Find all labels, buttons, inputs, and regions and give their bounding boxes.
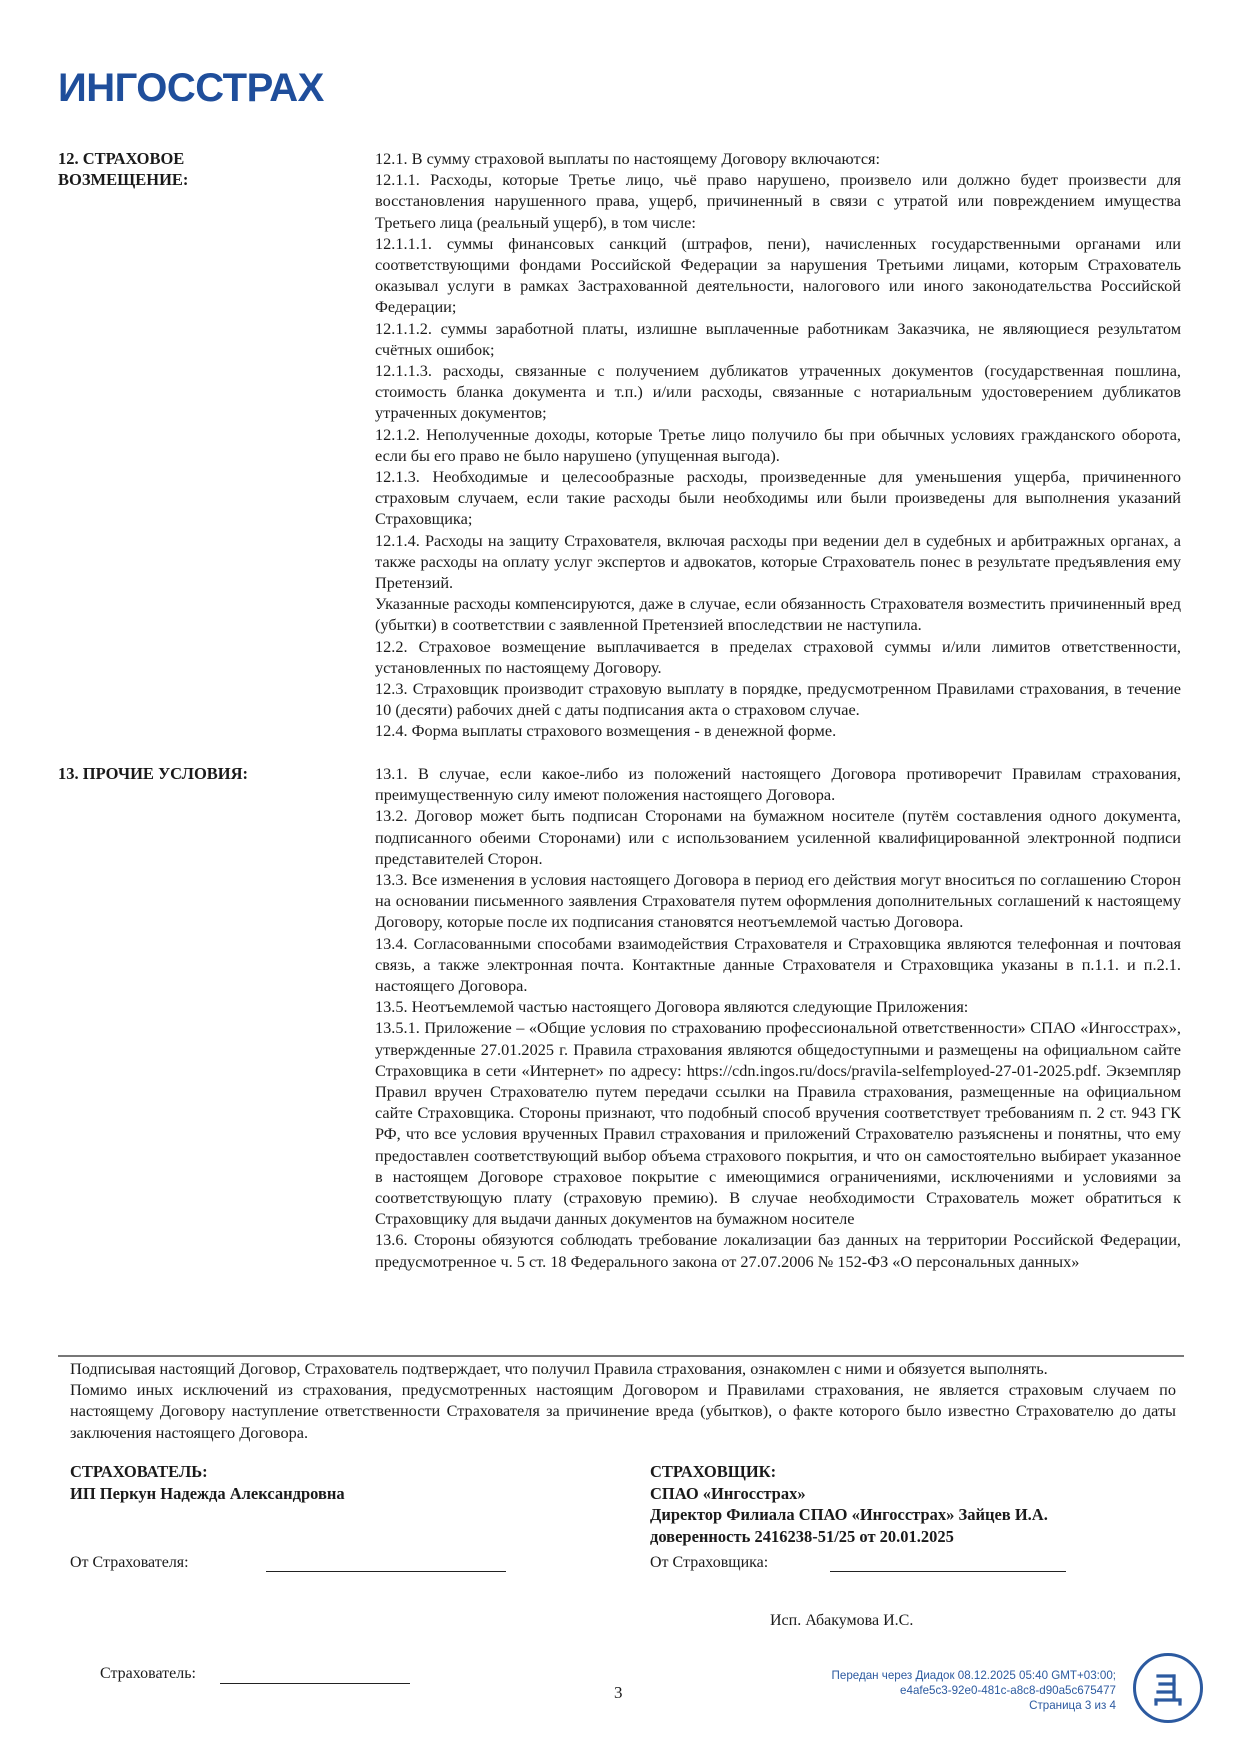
insurer-party-block	[650, 1461, 1210, 1547]
clause: 12.2. Страховое возмещение выплачивается в пределах страховой суммы и/или лимитов ответственности, установленных по настоящему Договору.	[375, 636, 1181, 677]
clause: 12.3. Страховщик производит страховую выплату в порядке, предусмотренном Правилами страхования, в течение 10 (десяти) рабочих дней с даты подписания акта о страховом случае.	[375, 679, 1181, 720]
edo-stamp-id: e4afe5c3-92e0-481c-a8c8-d90a5c675477	[900, 1684, 1116, 1697]
insurer-name: СПАО «Ингосстрах»	[650, 1483, 806, 1503]
notice-paragraph: Подписывая настоящий Договор, Страхователь подтверждает, что получил Правила страхования, ознакомлен с ними и обязуется выполнять.	[70, 1359, 1048, 1378]
insured-name: ИП Перкун Надежда Александровна	[70, 1483, 345, 1503]
insured-party-block	[70, 1461, 590, 1504]
edo-stamp-page: Страница 3 из 4	[1029, 1699, 1116, 1712]
section-title	[58, 763, 308, 784]
insured-sign-label: От Страхователя:	[70, 1554, 189, 1571]
clause: 13.4. Согласованными способами взаимодействия Страхователя и Страховщика являются телефонная и почтовая связь, а также электронная почта. Контактные данные Страхователя и Страховщика указаны в п.1.1. и п.2.1. настоящего Договора.	[375, 933, 1181, 996]
clause: 13.1. В случае, если какое-либо из положений настоящего Договора противоречит Правилам страхования, преимущественную силу имеют положения настоящего Договора.	[375, 764, 1181, 805]
section-title-line: 12. СТРАХОВОЕ	[58, 149, 185, 168]
clause: 12.1.1.1. суммы финансовых санкций (штрафов, пени), начисленных государственными органами или соответствующими фондами Российской Федерации за нарушения Третьими лицами, которым Страхователь оказывал услуги в рамках Застрахованной деятельности, налогового или иного законодательства Российской Федерации;	[375, 233, 1181, 317]
clause: 12.1.3. Необходимые и целесообразные расходы, произведенные для уменьшения ущерба, причиненного страховым случаем, если такие расходы были необходимы или были произведены для выполнения указаний Страховщика;	[375, 467, 1181, 529]
clause: 13.3. Все изменения в условия настоящего Договора в период его действия могут вноситься по соглашению Сторон на основании письменного заявления Страхователя путем оформления дополнительных соглашений к настоящему Договору, которые после их подписания становятся неотъемлемой частью Договора.	[375, 870, 1181, 932]
clause: 13.2. Договор может быть подписан Сторонами на бумажном носителе (путём составления одного документа, подписанного обеими Сторонами) или с использованием усиленной квалифицированной электронной подписи представителей Сторон.	[375, 806, 1181, 868]
insurer-authority: доверенность 2416238-51/25 от 20.01.2025	[650, 1526, 954, 1546]
clause: Указанные расходы компенсируются, даже в случае, если обязанность Страхователя возместить причиненный вред (убытки) в соответствии с заявленной Претензией впоследствии не наступила.	[375, 594, 1181, 635]
clause: 13.5.1. Приложение – «Общие условия по страхованию профессиональной ответственности» СПАО «Ингосстрах», утвержденные 27.01.2025 г. Правила страхования являются общедоступными и размещены на официальном сайте Страховщика в сети «Интернет» по адресу: https://cdn.ingos.ru/docs/pravila-selfemployed-27-01-2025.pdf. Экземпляр Правил вручен Страхователю путем передачи ссылки на Правила страхования, размещенные на официальном сайте Страховщика. Стороны признают, что подобный способ вручения соответствует требованиям п. 2 ст. 943 ГК РФ, что все условия врученных Правил страхования и приложений Страхователю разъяснены и понятны, что ему предоставлен соответствующий выбор объема страхового покрытия, и что он самостоятельно выбирает указанное в настоящем Договоре страховое покрытие с имеющимися ограничениями, исключениями и условиями за соответствующую плату (страховую премию). В случае необходимости Страхователь может обратиться к Страховщику для выдачи данных документов на бумажном носителе	[375, 1018, 1181, 1229]
clause: 12.1. В сумму страховой выплаты по настоящему Договору включаются:	[375, 149, 881, 168]
company-logo: ИНГОССТРАХ	[58, 66, 324, 110]
page-number: 3	[614, 1683, 623, 1702]
section-body	[375, 148, 1181, 742]
section-title-line: ВОЗМЕЩЕНИЕ:	[58, 170, 189, 189]
edo-stamp-transfer: Передан через Диадок 08.12.2025 05:40 GMT+03:00;	[831, 1669, 1116, 1682]
clause: 13.6. Стороны обязуются соблюдать требование локализации баз данных на территории Российской Федерации, предусмотренное ч. 5 ст. 18 Федерального закона от 27.07.2006 № 152-ФЗ «О персональных данных»	[375, 1230, 1181, 1271]
insurer-sign-label: От Страховщика:	[650, 1554, 769, 1571]
clause: 12.1.4. Расходы на защиту Страхователя, включая расходы при ведении дел в судебных и арбитражных органах, а также расходы на оплату услуг экспертов и адвокатов, которые Страхователь понес в результате предъявления ему Претензий.	[375, 530, 1181, 593]
insured-role-label: СТРАХОВАТЕЛЬ:	[70, 1462, 208, 1481]
clause: 12.1.1. Расходы, которые Третье лицо, чьё право нарушено, произвело или должно будет произвести для восстановления нарушенного права, ущерб, причиненный в связи с утратой или повреждением имущества Третьего лица (реальный ущерб), в том числе:	[375, 170, 1181, 232]
insured-signature-line[interactable]	[266, 1571, 506, 1572]
insurer-role-label: СТРАХОВЩИК:	[650, 1462, 777, 1481]
section-title	[58, 148, 308, 190]
notice-paragraph: Помимо иных исключений из страхования, предусмотренных настоящим Договором и Правилами страхования, не является страховым случаем по настоящему Договору наступление ответственности Страхователя за причинение вреда (убытков), о факте которого было известно Страхователю до даты заключения настоящего Договора.	[70, 1380, 1176, 1442]
section-title-line: 13. ПРОЧИЕ УСЛОВИЯ:	[58, 764, 249, 783]
clause: 12.1.1.3. расходы, связанные с получением дубликатов утраченных документов (государственная пошлина, стоимость бланка документа и т.п.) и/или расходы, связанные с нотариальным удостоверением дубликатов утраченных документов;	[375, 361, 1181, 423]
acknowledgement-notice	[70, 1358, 1176, 1443]
divider	[58, 1355, 1184, 1357]
executor-name: Исп. Абакумова И.С.	[770, 1612, 914, 1629]
clause: 12.1.1.2. суммы заработной платы, излишне выплаченные работникам Заказчика, не являющиеся результатом счётных ошибок;	[375, 318, 1181, 359]
edo-stamp	[832, 1668, 1116, 1713]
section-body	[375, 763, 1181, 1272]
insurer-signature-line[interactable]	[830, 1571, 1066, 1572]
clause: 13.5. Неотъемлемой частью настоящего Договора являются следующие Приложения:	[375, 997, 969, 1017]
footer-insured-sign-label: Страхователь:	[100, 1665, 196, 1682]
insurer-representative: Директор Филиала СПАО «Ингосстрах» Зайцев И.А.	[650, 1505, 1048, 1524]
clause: 12.1.2. Неполученные доходы, которые Третье лицо получило бы при обычных условиях гражданского оборота, если бы его право не было нарушено (упущенная выгода).	[375, 424, 1181, 465]
footer-insured-signature-line[interactable]	[220, 1683, 410, 1684]
diadoc-icon	[1133, 1653, 1203, 1723]
clause: 12.4. Форма выплаты страхового возмещения - в денежной форме.	[375, 721, 837, 741]
